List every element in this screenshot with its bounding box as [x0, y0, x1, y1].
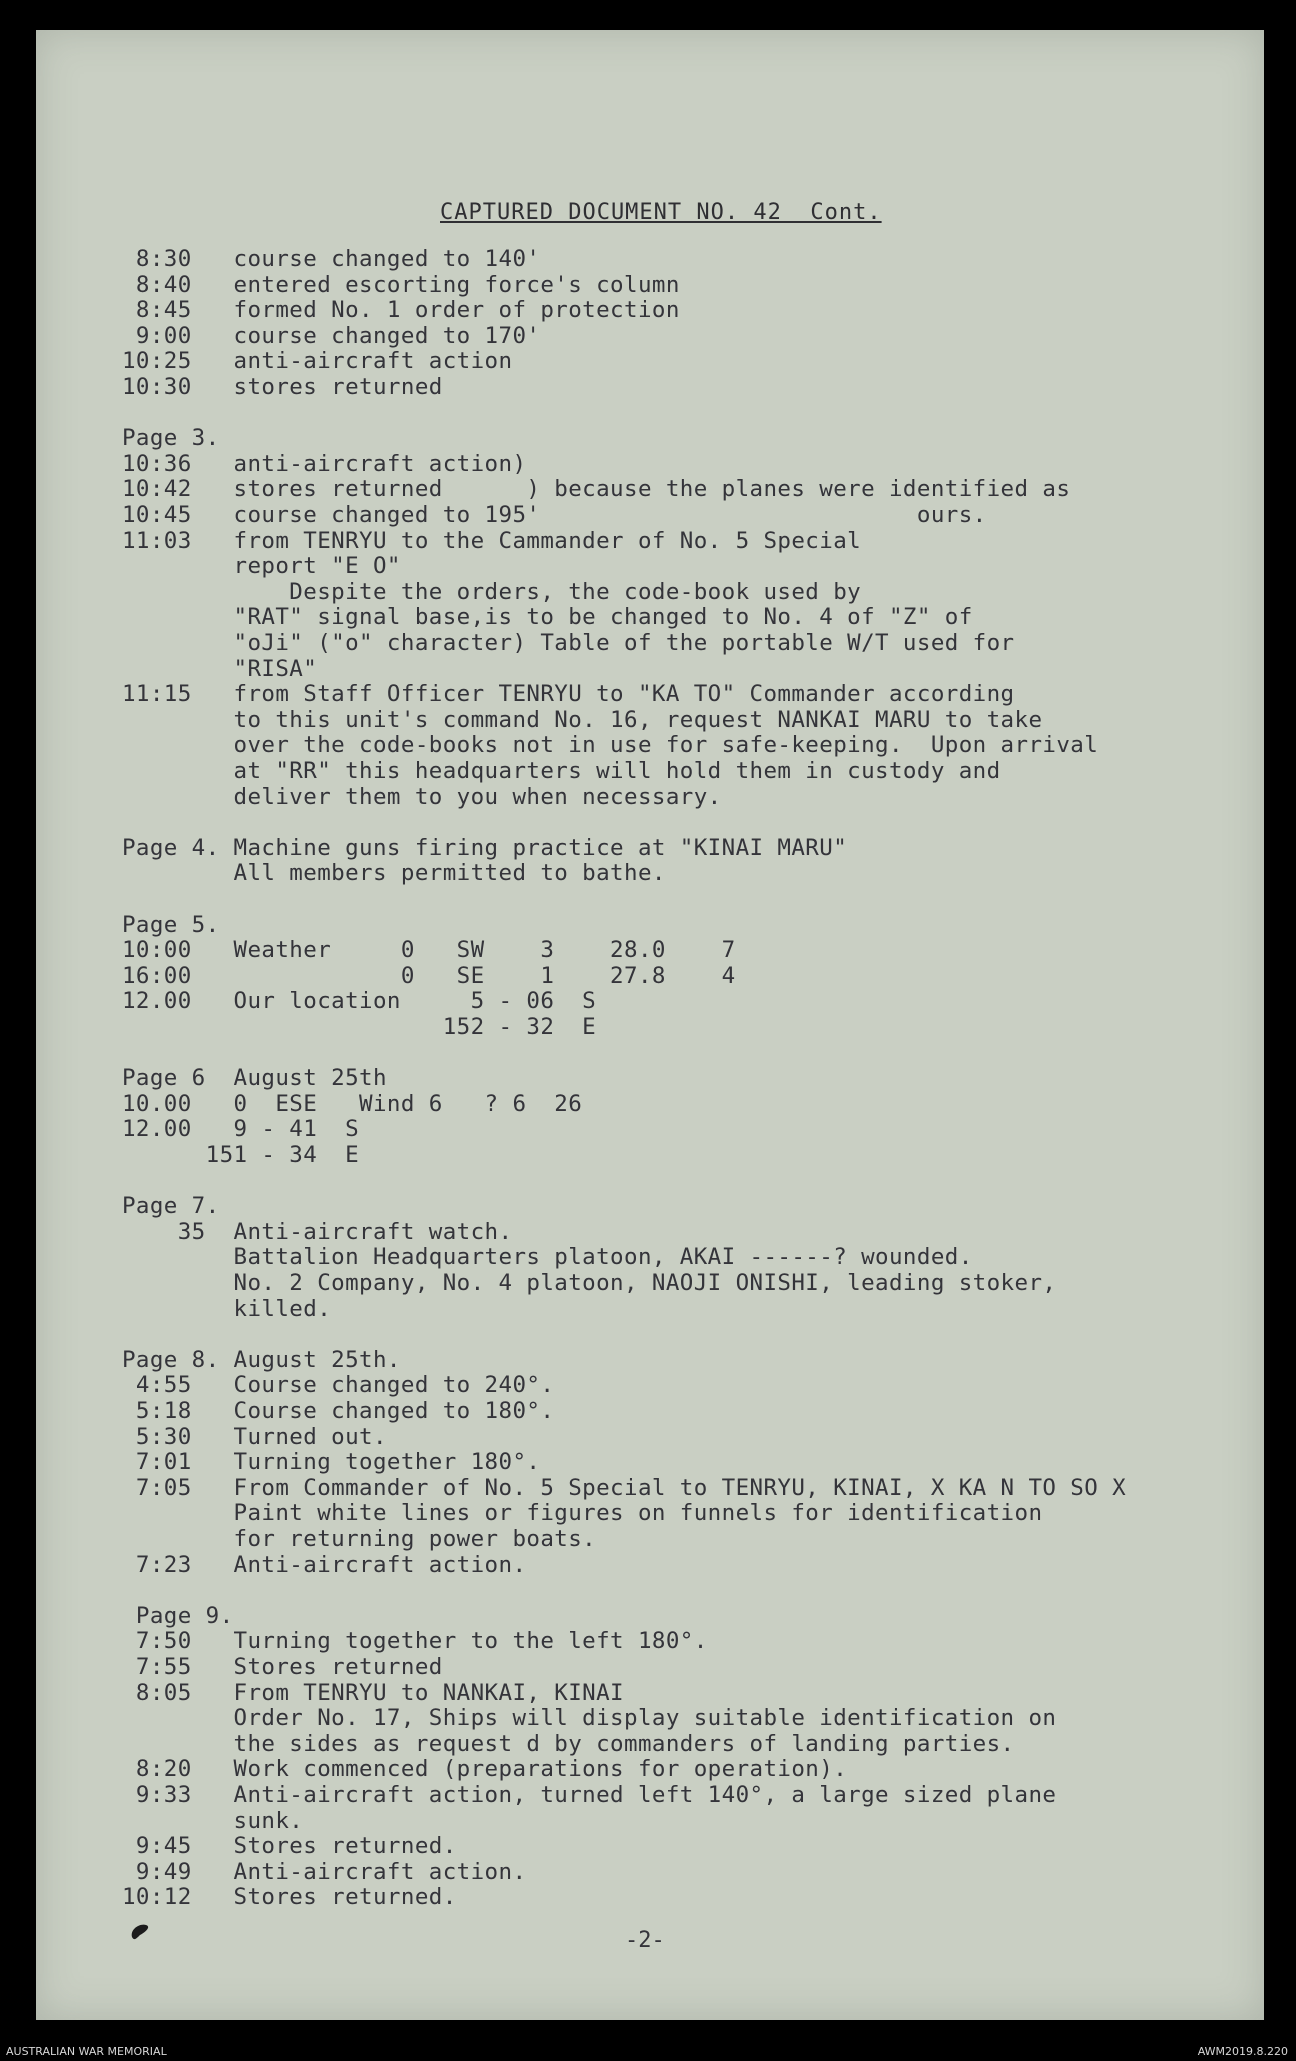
- document-line: at "RR" this headquarters will hold them in custody and: [108, 758, 1001, 784]
- document-line: Page 3.: [108, 425, 220, 452]
- document-line: "oJi" ("o" character) Table of the portable W/T used for: [108, 630, 1015, 656]
- document-line: 10:42 stores returned ) because the planes were identified as: [108, 476, 1071, 503]
- document-line: 10:12 Stores returned.: [108, 1884, 457, 1911]
- document-line: 11:15 from Staff Officer TENRYU to "KA TO" Commander according: [108, 681, 1015, 708]
- document-line: Paint white lines or figures on funnels for identification: [108, 1500, 1043, 1527]
- document-line: 10:25 anti-aircraft action: [108, 348, 513, 375]
- document-line: "RISA": [108, 655, 318, 682]
- document-line: 10:45 course changed to 195' ours.: [108, 502, 987, 528]
- document-line: for returning power boats.: [108, 1526, 597, 1552]
- document-line: Page 7.: [108, 1193, 220, 1220]
- document-line: 8:40 entered escorting force's column: [108, 271, 680, 298]
- document-line: 5:18 Course changed to 180°.: [108, 1398, 555, 1424]
- document-line: deliver them to you when necessary.: [108, 783, 722, 810]
- document-line: sunk.: [108, 1807, 304, 1834]
- document-line: 8:45 formed No. 1 order of protection: [108, 297, 680, 324]
- document-line: 7:05 From Commander of No. 5 Special to TENRYU, KINAI, X KA N TO SO X: [108, 1474, 1127, 1501]
- document-line: 12.00 9 - 41 S: [108, 1116, 360, 1143]
- document-line: No. 2 Company, No. 4 platoon, NAOJI ONISHI, leading stoker,: [108, 1270, 1057, 1296]
- document-line: 152 - 32 E: [108, 1014, 597, 1040]
- document-line: 9:49 Anti-aircraft action.: [108, 1858, 527, 1885]
- footer-credit: AUSTRALIAN WAR MEMORIAL: [6, 2045, 167, 2058]
- document-title: CAPTURED DOCUMENT NO. 42 Cont.: [440, 200, 882, 225]
- footer-bar: [0, 2041, 1296, 2061]
- document-line: 8:05 From TENRYU to NANKAI, KINAI: [108, 1679, 625, 1706]
- document-line: Page 6 August 25th: [108, 1065, 387, 1092]
- document-line: Despite the orders, the code-book used by: [108, 578, 862, 605]
- document-line: 8:20 Work commenced (preparations for operation).: [108, 1756, 848, 1783]
- document-line: Battalion Headquarters platoon, AKAI ------? wounded.: [108, 1244, 973, 1271]
- page-number: -2-: [625, 1928, 665, 1953]
- document-line: killed.: [108, 1295, 332, 1322]
- document-line: Page 5.: [108, 911, 220, 938]
- document-line: 9:00 course changed to 170': [108, 322, 541, 349]
- document-line: 7:50 Turning together to the left 180°.: [108, 1628, 708, 1655]
- document-line: 10:30 stores returned: [108, 374, 443, 400]
- document-line: 11:03 from TENRYU to the Cammander of No. 5 Special: [108, 527, 862, 554]
- document-line: 9:33 Anti-aircraft action, turned left 140°, a large sized plane: [108, 1782, 1057, 1808]
- document-line: All members permitted to bathe.: [108, 860, 666, 887]
- document-line: to this unit's command No. 16, request NANKAI MARU to take: [108, 706, 1043, 733]
- document-line: report "E O": [108, 553, 401, 580]
- document-line: Page 8. August 25th.: [108, 1346, 401, 1373]
- document-line: 9:45 Stores returned.: [108, 1833, 457, 1860]
- document-line: 7:23 Anti-aircraft action.: [108, 1551, 527, 1578]
- document-line: 10.00 0 ESE Wind 6 ? 6 26: [108, 1090, 583, 1117]
- document-line: 12.00 Our location 5 - 06 S: [108, 988, 597, 1015]
- document-line: 151 - 34 E: [108, 1142, 360, 1168]
- document-line: Page 9.: [108, 1602, 234, 1629]
- document-line: 35 Anti-aircraft watch.: [108, 1218, 513, 1245]
- document-line: "RAT" signal base,is to be changed to No. 4 of "Z" of: [108, 604, 973, 631]
- document-line: the sides as request d by commanders of landing parties.: [108, 1730, 1015, 1757]
- document-line: 7:55 Stores returned: [108, 1654, 443, 1680]
- document-line: 7:01 Turning together 180°.: [108, 1449, 541, 1476]
- document-line: over the code-books not in use for safe-keeping. Upon arrival: [108, 732, 1099, 759]
- document-line: 16:00 0 SE 1 27.8 4: [108, 962, 736, 989]
- document-line: 8:30 course changed to 140': [108, 246, 541, 272]
- document-line: Order No. 17, Ships will display suitable identification on: [108, 1705, 1057, 1732]
- document-line: Page 4. Machine guns firing practice at "KINAI MARU": [108, 834, 848, 861]
- footer-reference: AWM2019.8.220: [1197, 2045, 1288, 2058]
- document-line: 4:55 Course changed to 240°.: [108, 1372, 555, 1399]
- ink-blot-mark: [126, 1915, 156, 1945]
- document-line: 10:36 anti-aircraft action): [108, 450, 527, 477]
- document-line: 10:00 Weather 0 SW 3 28.0 7: [108, 937, 736, 964]
- document-line: 5:30 Turned out.: [108, 1423, 387, 1450]
